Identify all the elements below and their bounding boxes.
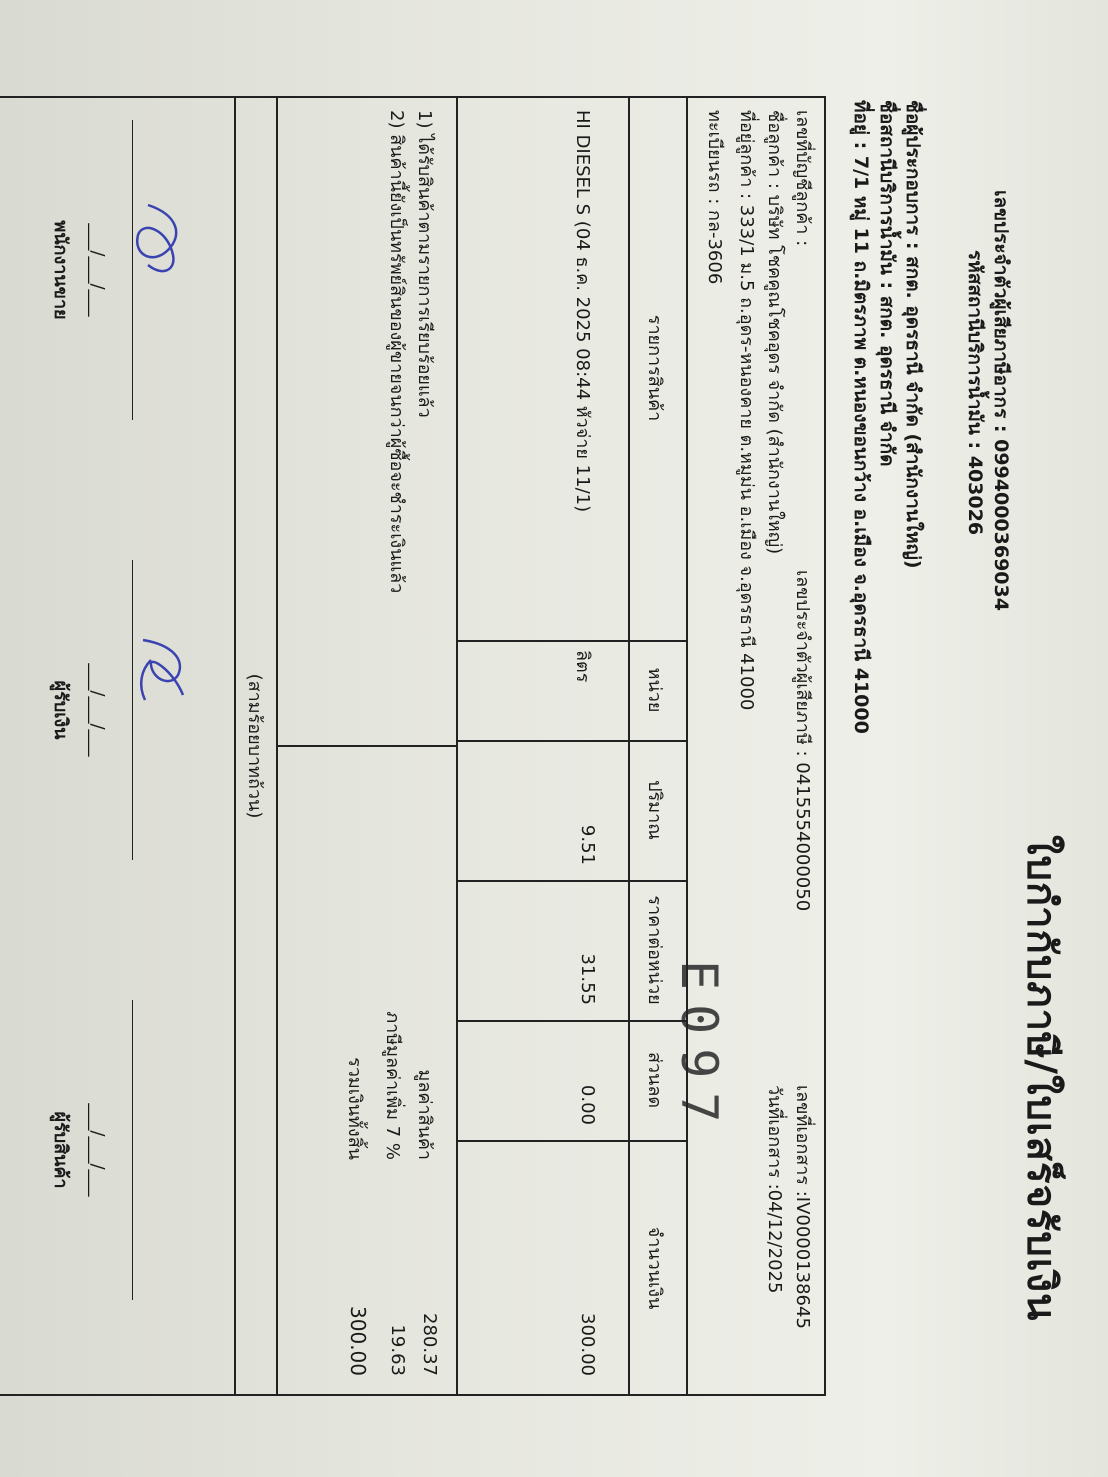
total-label: รวมเงินทั้งสิ้น [344, 1057, 365, 1160]
station-name: ชื่อสถานีบริการน้ำมัน : สกต. อุดรธานี จำกัด [876, 100, 898, 467]
seller-name: ชื่อผู้ประกอบการ : สกต. อุดรธานี จำกัด (สำนักงานใหญ่) [902, 100, 924, 569]
handwritten-note: E097 [670, 960, 728, 1137]
sign-label-goods: ผู้รับสินค้า [50, 1111, 71, 1189]
row-item: HI DIESEL S (04 ธ.ค. 2025 08:44 หัวจ่าย 11/1) [572, 110, 593, 513]
customer-tax-id: เลขประจำตัวผู้เสียภาษี : 0415554000050 [792, 570, 813, 912]
sign-date-seller: ___/___/___ [87, 223, 108, 317]
words-bottom-line [234, 96, 236, 1396]
words-top-line [276, 96, 278, 1396]
row-amount: 300.00 [577, 1313, 598, 1376]
vat-value: 19.63 [387, 1324, 408, 1376]
signature-seller [128, 195, 188, 285]
station-code: รหัสสถานีบริการน้ำมัน : 403026 [964, 250, 986, 536]
total-value: 300.00 [346, 1306, 370, 1376]
header-amount: จำนวนเงิน [644, 1226, 665, 1310]
header-price: ราคาต่อหน่วย [644, 895, 665, 1005]
note-ownership: 2) สินค้านี้ยังเป็นทรัพย์สินของผู้ขายจนกว่าผู้ซื้อจะชำระเงินแล้ว [386, 110, 407, 594]
signature-receiver-money [128, 625, 193, 715]
amount-in-words: (สามร้อยบาทถ้วน) [244, 673, 265, 819]
header-discount: ส่วนลด [644, 1051, 665, 1109]
doc-date: วันที่เอกสาร :04/12/2025 [764, 1085, 785, 1294]
subtotal-value: 280.37 [419, 1313, 440, 1376]
seller-tax-id: เลขประจำตัวผู้เสียภาษีอากร : 0994000369034 [990, 190, 1012, 611]
vehicle-plate: ทะเบียนรถ : กล-3606 [704, 110, 725, 285]
row-price: 31.55 [577, 953, 598, 1005]
sign-date-goods: ___/___/___ [87, 1103, 108, 1197]
row-discount: 0.00 [577, 1084, 598, 1125]
header-item: รายการสินค้า [644, 314, 665, 422]
row-qty: 9.51 [577, 824, 598, 865]
customer-account: เลขที่บัญชีลูกค้า : [792, 110, 813, 247]
header-unit: หน่วย [644, 667, 665, 713]
document-title: ใบกำกับภาษี/ใบเสร็จรับเงิน [1018, 835, 1064, 1322]
vat-label: ภาษีมูลค่าเพิ่ม 7 % [382, 1011, 403, 1160]
header-qty: ปริมาณ [644, 780, 665, 840]
doc-number: เลขที่เอกสาร :IV00001386​45 [792, 1085, 813, 1329]
sign-line-goods [132, 1000, 133, 1300]
table-top-line [686, 96, 688, 1396]
seller-address: ที่อยู่ : 7/1 หมู่ 11 ถ.มิตรภาพ ต.หนองขอนกว้าง อ.เมือง จ.อุดรธานี 41000 [850, 100, 872, 734]
row-unit: ลิตร [572, 650, 593, 683]
sign-label-money: ผู้รับเงิน [50, 680, 71, 740]
sign-label-seller: พนักงานขาย [50, 220, 71, 320]
note-received-goods: 1) ได้รับสินค้าตามรายการเรียบร้อยแล้ว [414, 110, 435, 418]
sign-date-money: ___/___/___ [87, 663, 108, 757]
summary-sep [278, 745, 458, 747]
subtotal-label: มูลค่าสินค้า [414, 1069, 435, 1160]
table-header-bottom-line [628, 96, 630, 1396]
customer-name: ชื่อลูกค้า : บริษัท โชคคูณโชคอุดร จำกัด (สำนักงานใหญ่) [764, 110, 785, 555]
customer-address: ที่อยู่ลูกค้า : 333/1 ม.5 ถ.อุดร-หนองคาย ต.หมูม่น อ.เมือง จ.อุดรธานี 41000 [736, 110, 757, 711]
